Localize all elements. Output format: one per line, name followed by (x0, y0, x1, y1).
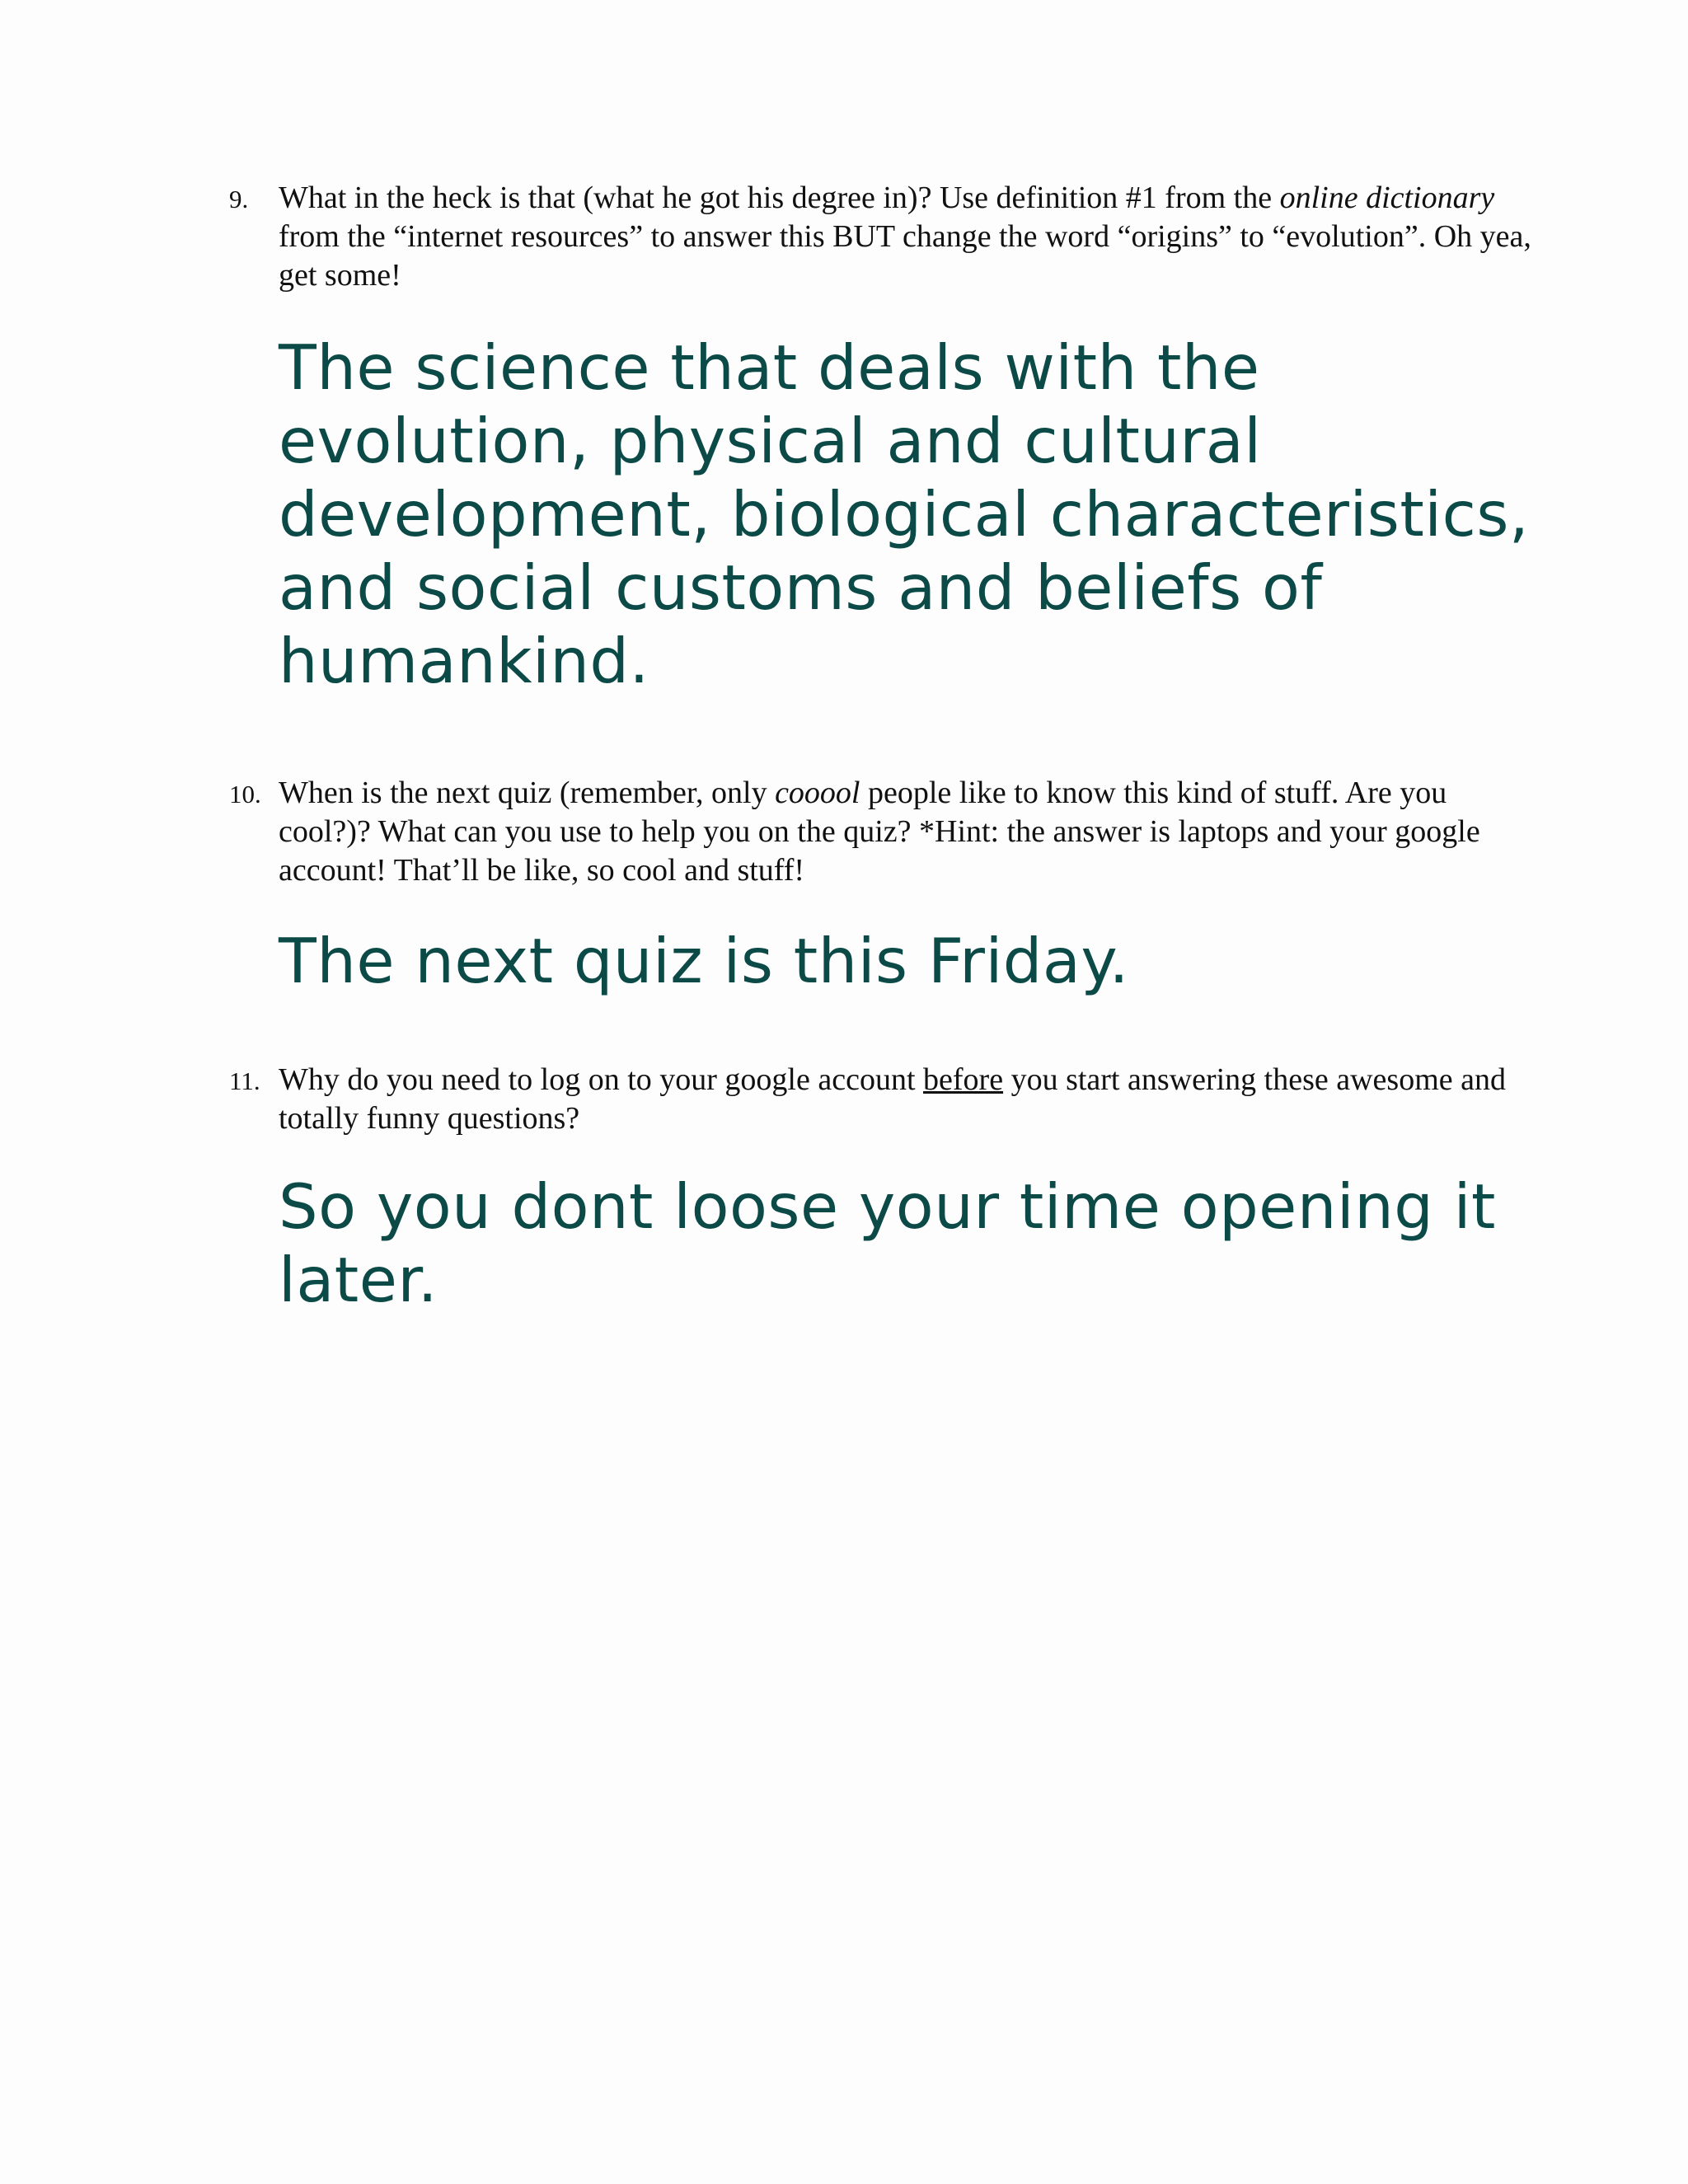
question-text-part: When is the next quiz (remember, only (279, 776, 776, 810)
question-number: 9. (229, 185, 249, 213)
question-text (279, 1061, 1531, 1138)
question-text-part: people like to know this kind of stuff. Are you cool?)? What can you use to help you on the quiz? *Hint: the answer is laptops and your google account! That’ll be like, so cool and stuff! (279, 776, 1480, 888)
question-text (279, 774, 1531, 890)
question-text-part: What in the heck is that (what he got his degree in)? Use definition #1 from the (279, 180, 1280, 215)
question-text-underlined: before (923, 1062, 1004, 1097)
question-number: 11. (229, 1066, 260, 1095)
question-text-part: from the “internet resources” to answer this BUT change the word “origins” to “evolution”. Oh yea, get some! (279, 219, 1531, 293)
question-text-part: you start answering these awesome and totally funny questions? (279, 1062, 1506, 1136)
answer-text: The science that deals with the evolution, physical and cultural development, biological characteristics, and social customs and beliefs of humankind. (279, 331, 1530, 697)
question-number: 10. (229, 780, 261, 808)
question-text-emphasis: cooool (775, 776, 860, 810)
question-text (279, 179, 1531, 295)
question-text-emphasis: online dictionary (1279, 180, 1495, 215)
question-text-part: Why do you need to log on to your google account (279, 1062, 924, 1097)
answer-text: So you dont loose your time opening it later. (279, 1170, 1496, 1316)
answer-text: The next quiz is this Friday. (279, 925, 1129, 997)
